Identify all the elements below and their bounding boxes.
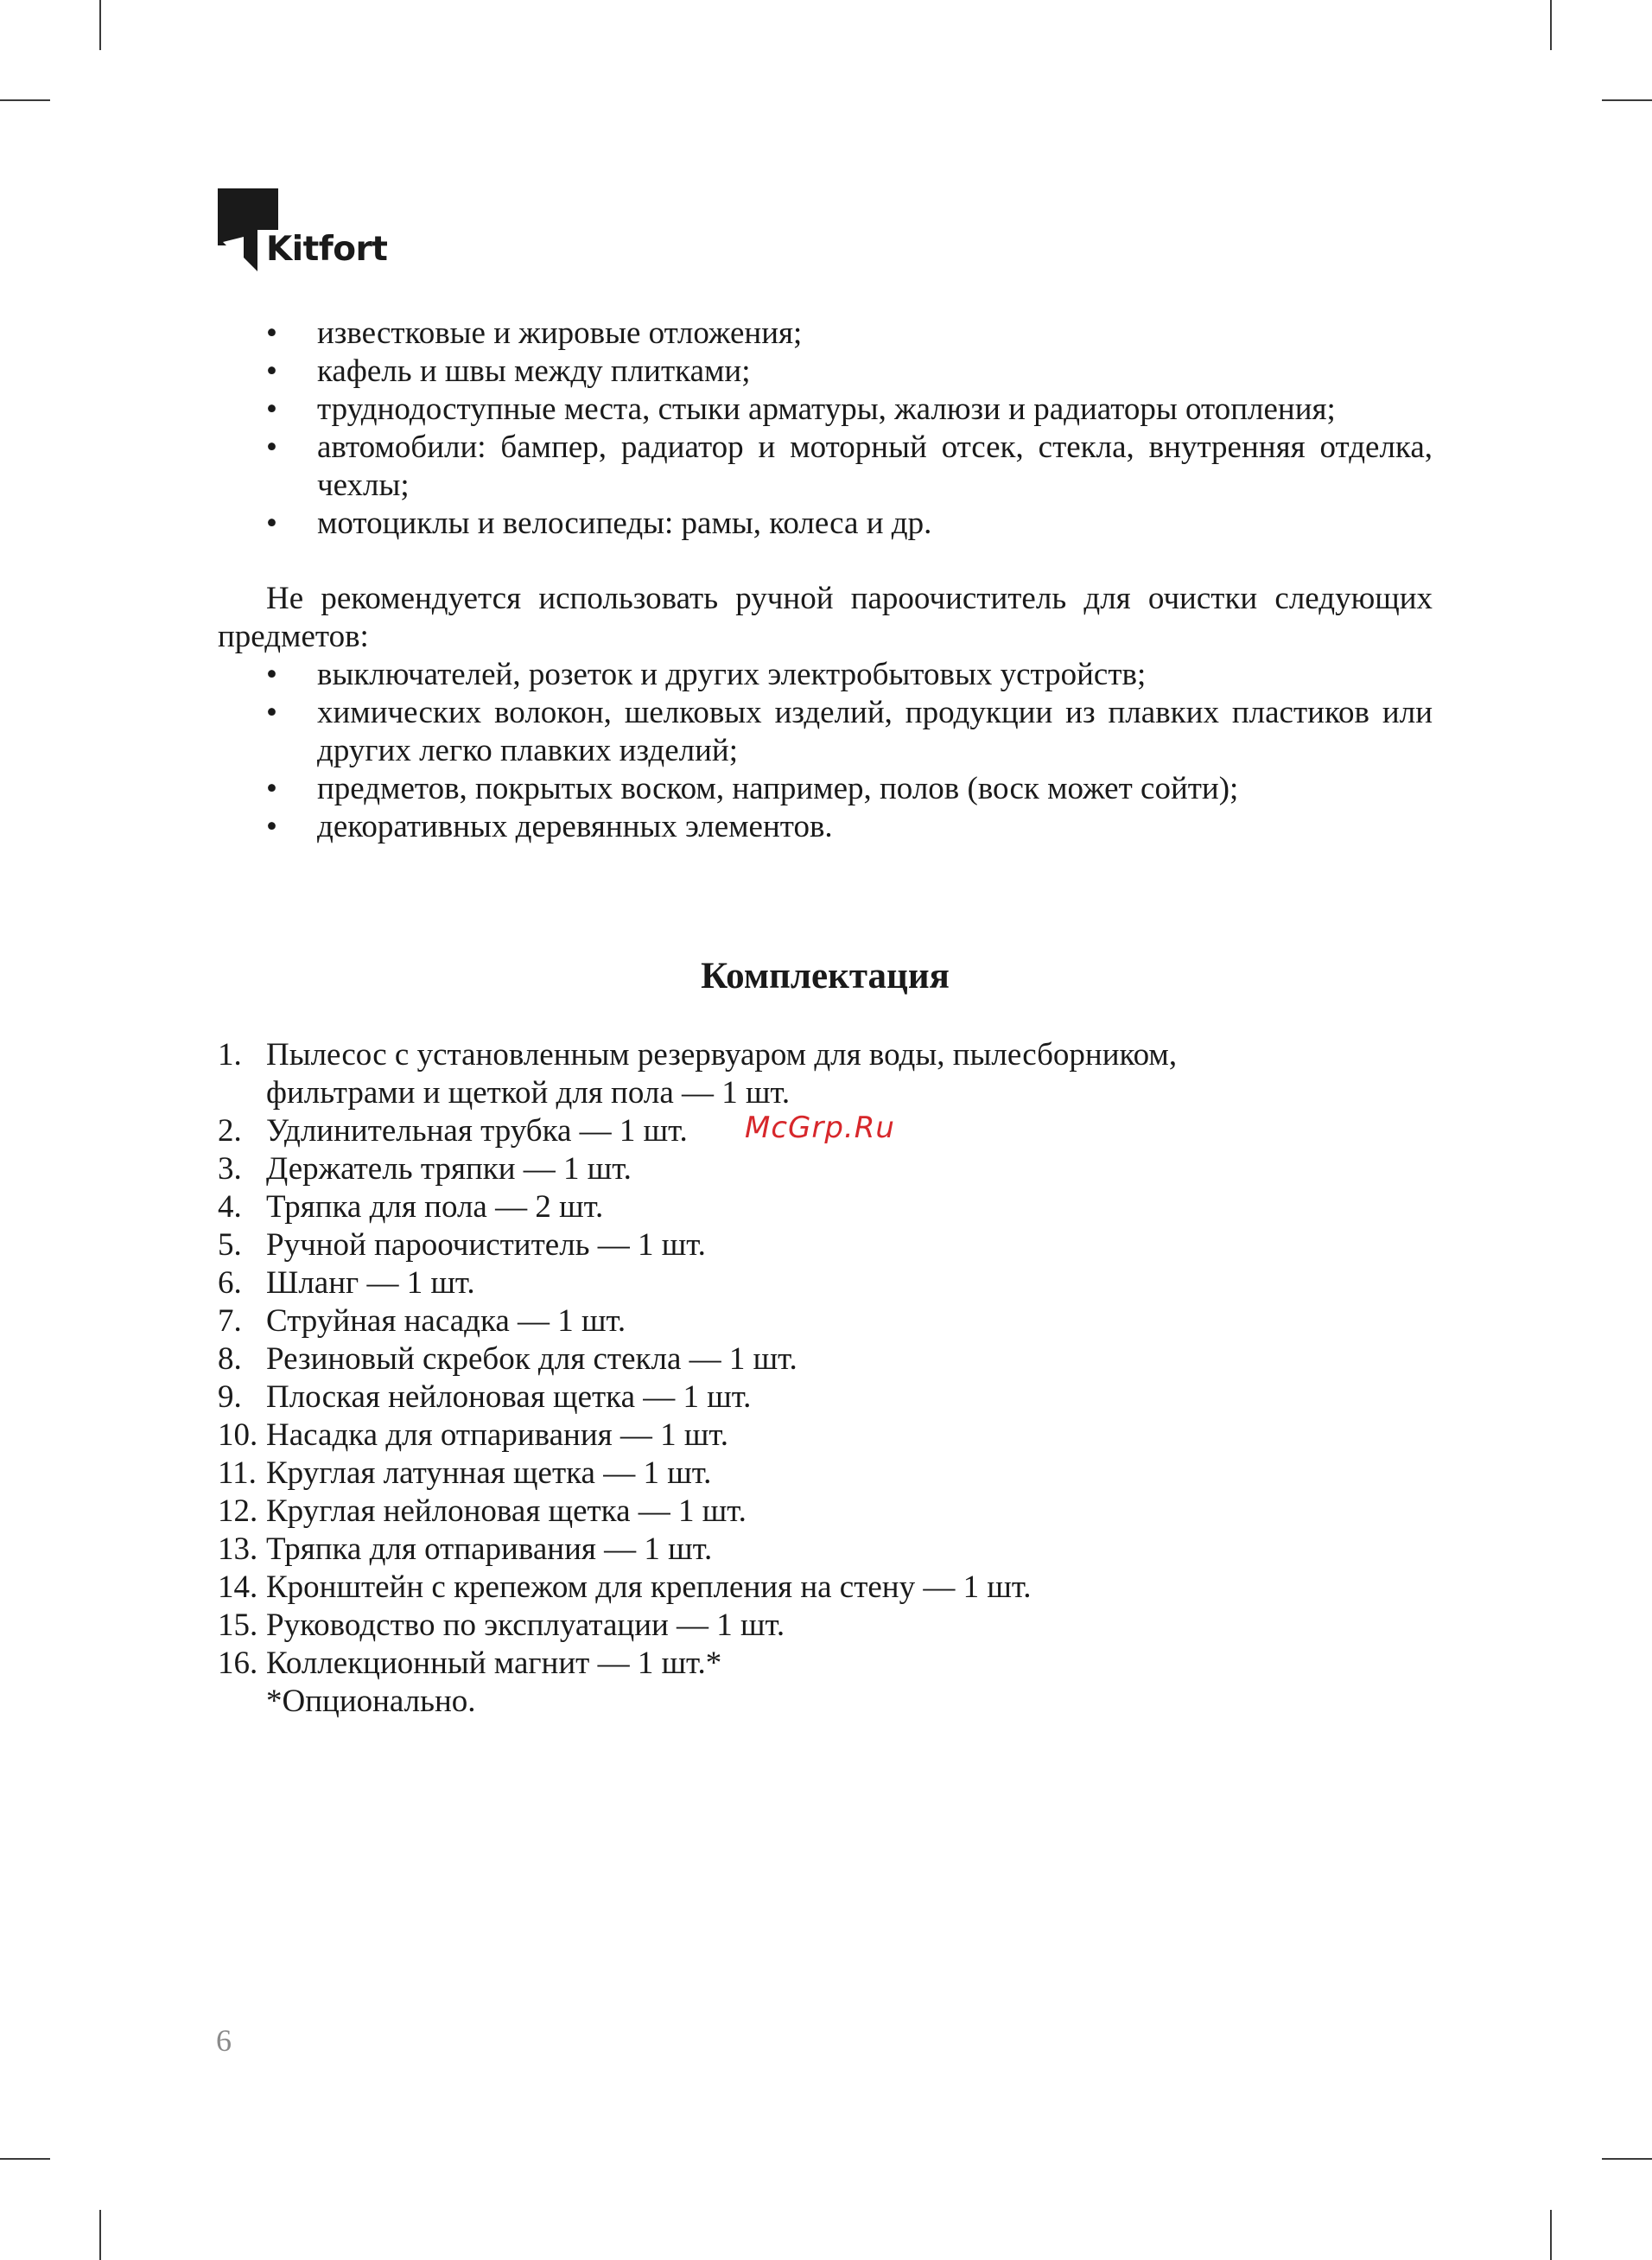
list-item (218, 1531, 1433, 1569)
item-number: 15. (218, 1607, 258, 1643)
brand-logo (218, 188, 425, 283)
list-item: • мотоциклы и велосипеды: рамы, колеса и др. (266, 505, 1433, 543)
list-item (218, 1493, 1433, 1531)
list-item (218, 1150, 1433, 1188)
list-item (218, 1378, 1433, 1416)
not-recommended-intro: Не рекомендуется использовать ручной пароочиститель для очистки следующих предметов: (218, 581, 1433, 654)
list-item: • декоративных деревянных элементов. (266, 808, 1433, 846)
crop-mark (99, 2210, 101, 2260)
crop-mark (1602, 2158, 1652, 2160)
brand-name: Kitfort (266, 230, 388, 269)
footnote: *Опционально. (266, 1684, 476, 1719)
item-text: Струйная насадка — 1 шт. (266, 1303, 626, 1339)
list-item: • кафель и швы между плитками; (266, 353, 1433, 391)
item-text: Круглая латунная щетка — 1 шт. (266, 1455, 712, 1491)
crop-mark (1550, 2210, 1552, 2260)
item-number: 4. (218, 1189, 242, 1225)
item-number: 2. (218, 1113, 242, 1149)
list-item (218, 1188, 1433, 1226)
item-text: Коллекционный магнит — 1 шт.* (266, 1646, 722, 1681)
item-number: 5. (218, 1227, 242, 1263)
list-item (218, 1340, 1433, 1378)
crop-mark (1602, 99, 1652, 101)
item-text: Удлинительная трубка — 1 шт. (266, 1113, 688, 1149)
item-number: 1. (218, 1037, 242, 1073)
list-item (218, 1569, 1433, 1607)
item-number: 3. (218, 1151, 242, 1187)
not-recommended-list (266, 656, 1433, 846)
list-item (218, 1036, 1433, 1112)
crop-mark (1550, 0, 1552, 50)
list-item (218, 1455, 1433, 1493)
item-number: 12. (218, 1493, 258, 1529)
item-text: Резиновый скребок для стекла — 1 шт. (266, 1341, 797, 1377)
crop-mark (0, 2158, 50, 2160)
list-item: • автомобили: бампер, радиатор и моторный отсек, стекла, внутренняя отделка, чехлы; (266, 429, 1433, 505)
item-number: 7. (218, 1303, 242, 1339)
watermark: McGrp.Ru (745, 1111, 895, 1145)
item-text: Круглая нейлоновая щетка — 1 шт. (266, 1493, 747, 1529)
list-item: • труднодоступные места, стыки арматуры, жалюзи и радиаторы отопления; (266, 391, 1433, 429)
item-text: Держатель тряпки — 1 шт. (266, 1151, 632, 1187)
item-number: 16. (218, 1646, 258, 1681)
page-number: 6 (216, 2023, 232, 2058)
section-title: Комплектация (701, 956, 950, 996)
crop-mark (99, 0, 101, 50)
item-text: Руководство по эксплуатации — 1 шт. (266, 1607, 785, 1643)
list-item (218, 1416, 1433, 1455)
item-number: 13. (218, 1531, 258, 1567)
item-text: Кронштейн с крепежом для крепления на стену — 1 шт. (266, 1569, 1032, 1605)
item-text: Пылесос с установленным резервуаром для воды, пылесборником, фильтрами и щеткой для пола — 1 шт. (266, 1037, 1178, 1111)
item-text: Плоская нейлоновая щетка — 1 шт. (266, 1379, 752, 1415)
list-item: • известковые и жировые отложения; (266, 315, 1433, 353)
list-item (218, 1264, 1433, 1302)
item-text: Шланг — 1 шт. (266, 1265, 475, 1301)
list-item: • выключателей, розеток и других электробытовых устройств; (266, 656, 1433, 694)
item-number: 6. (218, 1265, 242, 1301)
item-number: 10. (218, 1417, 258, 1453)
item-number: 11. (218, 1455, 257, 1491)
item-text: Тряпка для пола — 2 шт. (266, 1189, 604, 1225)
item-number: 9. (218, 1379, 242, 1415)
item-text: Насадка для отпаривания — 1 шт. (266, 1417, 729, 1453)
crop-mark (0, 99, 50, 101)
list-item (218, 1607, 1433, 1645)
list-item: • предметов, покрытых воском, например, полов (воск может сойти); (266, 770, 1433, 808)
list-item (218, 1645, 1433, 1683)
item-text: Ручной пароочиститель — 1 шт. (266, 1227, 706, 1263)
list-item: • химических волокон, шелковых изделий, продукции из плавких пластиков или других легко плавких изделий; (266, 694, 1433, 770)
list-item (218, 1302, 1433, 1340)
list-item (218, 1226, 1433, 1264)
item-number: 14. (218, 1569, 258, 1605)
item-text: Тряпка для отпаривания — 1 шт. (266, 1531, 713, 1567)
surfaces-list (266, 315, 1433, 543)
item-number: 8. (218, 1341, 242, 1377)
